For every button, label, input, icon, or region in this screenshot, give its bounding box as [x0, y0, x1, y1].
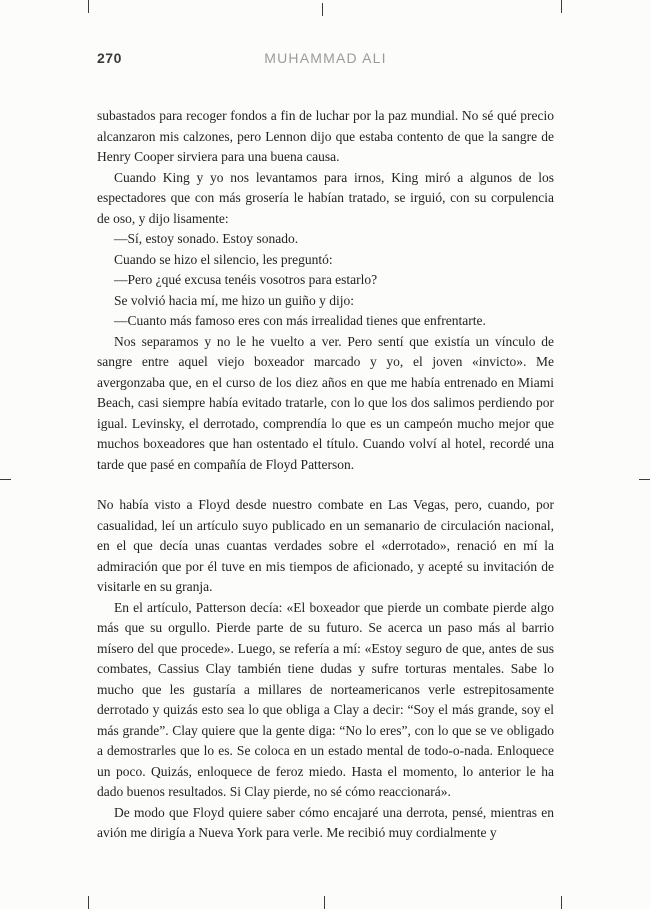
body-text-block [97, 106, 554, 844]
paragraph: Cuando se hizo el silencio, les preguntó: [114, 251, 333, 267]
dialogue-line: —Sí, estoy sonado. Estoy sonado. [114, 231, 299, 246]
crop-mark-bottom-center [324, 896, 325, 909]
paragraph: Se volvió hacia mí, me hizo un guiño y dijo: [114, 292, 354, 308]
paragraph: En el artículo, Patterson decía: «El boxeador que pierde un combate pierde algo más que su orgullo. Pierde parte de su futuro. Se acerca un paso más al barrio mísero del que procede». Luego, se refería a mí: «Estoy seguro de que, antes de sus combates, Cassius Clay también tiene dudas y sufre torturas mentales. Sabe lo mucho que les gustaría a millares de norteamericanos verle estrepitosamente derrotado y quizás esto sea lo que obliga a Clay a decir: “Soy el más grande, soy el más grande”. Clay quiere que la gente diga: “No lo eres”, con lo que se ve obligado a demostrarles que lo es. Se coloca en un estado mental de todo-o-nada. Enloquece un poco. Quizás, enloquece de feroz miedo. Hasta el momento, lo anterior le ha dado buenos resultados. Si Clay pierde, no sé cómo reaccionará». [97, 599, 554, 799]
crop-mark-top-center [322, 3, 323, 16]
running-head [97, 50, 554, 70]
crop-mark-top-left [88, 0, 89, 13]
crop-mark-middle-left [0, 479, 11, 480]
paragraph-continuation: subastados para recoger fondos a fin de luchar por la paz mundial. No sé qué precio alcanzaron mis calzones, pero Lennon dijo que estaba contento de que la sangre de Henry Cooper sirviera para una buena causa. [97, 108, 554, 164]
dialogue-line: —Cuanto más famoso eres con más irrealidad tienes que enfrentarte. [114, 313, 486, 328]
crop-mark-bottom-left [88, 896, 89, 909]
paragraph: Cuando King y yo nos levantamos para irnos, King miró a algunos de los espectadores que con más grosería le habían tratado, se irguió, con su corpulencia de oso, y dijo lisamente: [97, 169, 554, 226]
crop-mark-middle-right [639, 479, 650, 480]
dialogue-line: —Pero ¿qué excusa tenéis vosotros para estarlo? [114, 272, 378, 287]
crop-mark-bottom-right [561, 896, 562, 909]
crop-mark-top-right [561, 0, 562, 13]
paragraph: De modo que Floyd quiere saber cómo encajaré una derrota, pensé, mientras en avión me dirigía a Nueva York para verle. Me recibió muy cordialmente y [97, 804, 554, 840]
running-title: MUHAMMAD ALI [264, 50, 387, 66]
paragraph: Nos separamos y no le he vuelto a ver. Pero sentí que existía un vínculo de sangre entre aquel viejo boxeador marcado y yo, el joven «invicto». Me avergonzaba que, en el curso de los diez años en que me había entrenado en Miami Beach, casi siempre había evitado tratarle, con lo que los dos salimos perdiendo por igual. Levinsky, el derrotado, comprendía lo que es un campeón mucho mejor que muchos boxeadores que han ostentado el título. Cuando volví al hotel, recordé una tarde que pasé en compañía de Floyd Patterson. [97, 333, 554, 472]
paragraph-section-start: No había visto a Floyd desde nuestro combate en Las Vegas, pero, cuando, por casualidad, leí un artículo suyo publicado en un semanario de circulación nacional, en el que decía unas cuantas verdades sobre el «derrotado», renació en mí la admiración que por él tuve en mis tiempos de aficionado, y acepté su invitación de visitarle en su granja. [97, 497, 554, 594]
page-number: 270 [97, 50, 122, 66]
